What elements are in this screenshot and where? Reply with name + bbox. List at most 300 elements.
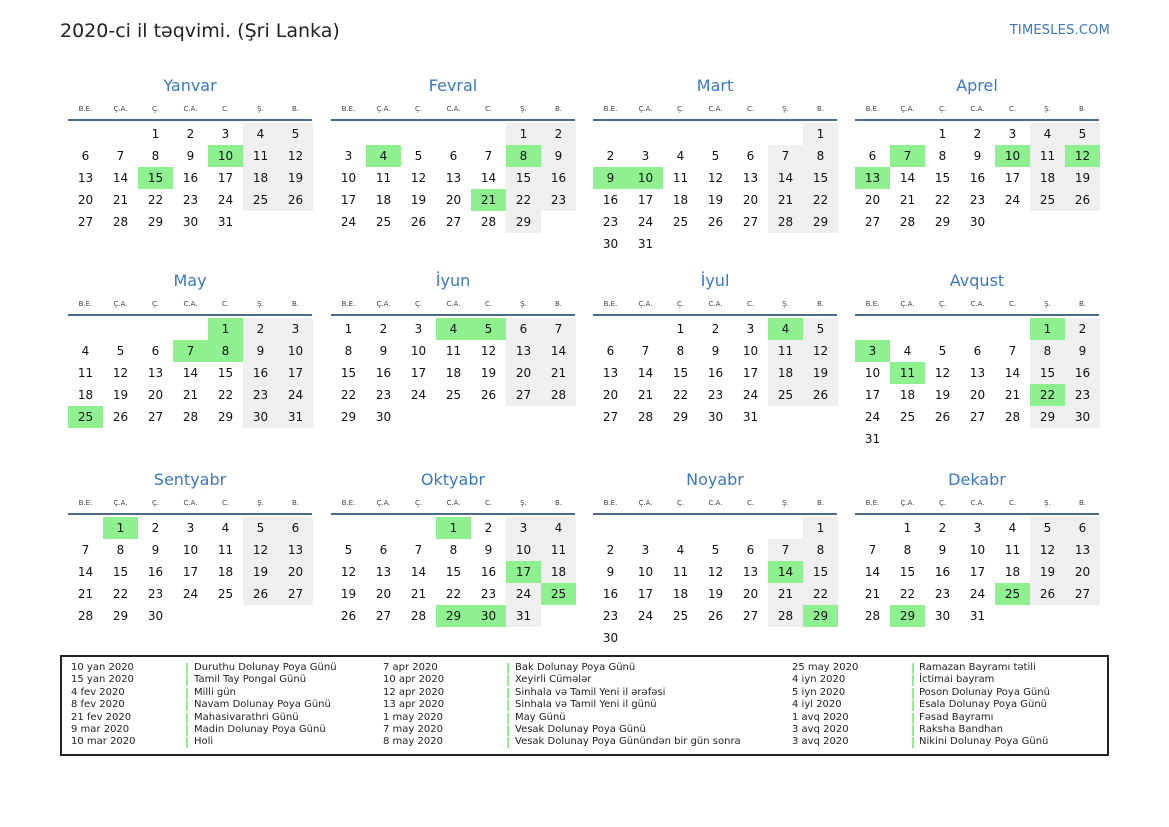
day-cell[interactable]: 3: [641, 543, 650, 557]
day-cell[interactable]: 16: [147, 565, 164, 579]
day-cell[interactable]: 1: [803, 517, 838, 539]
holiday-day-cell[interactable]: 4: [768, 318, 803, 340]
day-cell[interactable]: 23: [934, 587, 951, 601]
day-cell[interactable]: 3: [506, 517, 541, 539]
day-cell[interactable]: 7: [541, 318, 576, 340]
day-cell[interactable]: 2: [186, 127, 195, 141]
day-cell[interactable]: 9: [243, 340, 278, 362]
day-cell[interactable]: 9: [711, 344, 720, 358]
day-cell[interactable]: 15: [803, 167, 838, 189]
day-cell[interactable]: 23: [602, 215, 619, 229]
day-cell[interactable]: 24: [864, 410, 881, 424]
day-cell[interactable]: 14: [410, 565, 427, 579]
day-cell[interactable]: 20: [1065, 561, 1100, 583]
day-cell[interactable]: 13: [77, 171, 94, 185]
day-cell[interactable]: 30: [147, 609, 164, 623]
day-cell[interactable]: 31: [217, 215, 234, 229]
day-cell[interactable]: 22: [340, 388, 357, 402]
day-cell[interactable]: 25: [672, 609, 689, 623]
day-cell[interactable]: 13: [1065, 539, 1100, 561]
day-cell[interactable]: 12: [410, 171, 427, 185]
day-cell[interactable]: 24: [637, 609, 654, 623]
day-cell[interactable]: 16: [541, 167, 576, 189]
day-cell[interactable]: 16: [707, 366, 724, 380]
day-cell[interactable]: 8: [803, 145, 838, 167]
day-cell[interactable]: 30: [934, 609, 951, 623]
day-cell[interactable]: 14: [768, 167, 803, 189]
day-cell[interactable]: 4: [243, 123, 278, 145]
day-cell[interactable]: 13: [506, 340, 541, 362]
site-brand-link[interactable]: TIMESLES.COM: [1009, 23, 1110, 38]
holiday-day-cell[interactable]: 10: [208, 145, 243, 167]
day-cell[interactable]: 12: [803, 340, 838, 362]
day-cell[interactable]: 27: [742, 215, 759, 229]
day-cell[interactable]: 15: [934, 171, 951, 185]
holiday-day-cell[interactable]: 25: [541, 583, 576, 605]
day-cell[interactable]: 31: [278, 406, 313, 428]
holiday-day-cell[interactable]: 13: [855, 167, 890, 189]
day-cell[interactable]: 7: [414, 543, 423, 557]
day-cell[interactable]: 1: [344, 322, 353, 336]
day-cell[interactable]: 27: [1065, 583, 1100, 605]
day-cell[interactable]: 19: [1030, 561, 1065, 583]
day-cell[interactable]: 30: [707, 410, 724, 424]
day-cell[interactable]: 10: [969, 543, 986, 557]
day-cell[interactable]: 27: [445, 215, 462, 229]
day-cell[interactable]: 20: [969, 388, 986, 402]
day-cell[interactable]: 10: [410, 344, 427, 358]
day-cell[interactable]: 11: [445, 344, 462, 358]
day-cell[interactable]: 2: [541, 123, 576, 145]
day-cell[interactable]: 28: [182, 410, 199, 424]
day-cell[interactable]: 9: [379, 344, 388, 358]
day-cell[interactable]: 29: [934, 215, 951, 229]
day-cell[interactable]: 16: [1065, 362, 1100, 384]
holiday-day-cell[interactable]: 9: [593, 167, 628, 189]
day-cell[interactable]: 15: [506, 167, 541, 189]
day-cell[interactable]: 12: [112, 366, 129, 380]
day-cell[interactable]: 31: [864, 432, 881, 446]
day-cell[interactable]: 10: [742, 344, 759, 358]
day-cell[interactable]: 25: [375, 215, 392, 229]
day-cell[interactable]: 13: [147, 366, 164, 380]
holiday-day-cell[interactable]: 5: [471, 318, 506, 340]
day-cell[interactable]: 27: [602, 410, 619, 424]
day-cell[interactable]: 2: [711, 322, 720, 336]
day-cell[interactable]: 20: [147, 388, 164, 402]
day-cell[interactable]: 20: [602, 388, 619, 402]
holiday-day-cell[interactable]: 10: [995, 145, 1030, 167]
day-cell[interactable]: 21: [77, 587, 94, 601]
day-cell[interactable]: 27: [864, 215, 881, 229]
day-cell[interactable]: 8: [344, 344, 353, 358]
day-cell[interactable]: 14: [77, 565, 94, 579]
day-cell[interactable]: 28: [864, 609, 881, 623]
day-cell[interactable]: 25: [1030, 189, 1065, 211]
day-cell[interactable]: 11: [243, 145, 278, 167]
day-cell[interactable]: 7: [484, 149, 493, 163]
day-cell[interactable]: 8: [116, 543, 125, 557]
day-cell[interactable]: 20: [445, 193, 462, 207]
day-cell[interactable]: 20: [375, 587, 392, 601]
day-cell[interactable]: 3: [414, 322, 423, 336]
day-cell[interactable]: 28: [768, 605, 803, 627]
day-cell[interactable]: 28: [637, 410, 654, 424]
day-cell[interactable]: 23: [602, 609, 619, 623]
day-cell[interactable]: 21: [768, 583, 803, 605]
day-cell[interactable]: 2: [606, 543, 615, 557]
day-cell[interactable]: 19: [803, 362, 838, 384]
holiday-day-cell[interactable]: 25: [68, 406, 103, 428]
day-cell[interactable]: 22: [899, 587, 916, 601]
day-cell[interactable]: 20: [742, 587, 759, 601]
day-cell[interactable]: 14: [182, 366, 199, 380]
day-cell[interactable]: 18: [1030, 167, 1065, 189]
holiday-day-cell[interactable]: 29: [890, 605, 925, 627]
day-cell[interactable]: 27: [375, 609, 392, 623]
day-cell[interactable]: 15: [112, 565, 129, 579]
day-cell[interactable]: 16: [375, 366, 392, 380]
day-cell[interactable]: 28: [1004, 410, 1021, 424]
day-cell[interactable]: 24: [637, 215, 654, 229]
day-cell[interactable]: 20: [864, 193, 881, 207]
day-cell[interactable]: 1: [938, 127, 947, 141]
day-cell[interactable]: 26: [112, 410, 129, 424]
holiday-day-cell[interactable]: 3: [855, 340, 890, 362]
day-cell[interactable]: 23: [147, 587, 164, 601]
holiday-day-cell[interactable]: 11: [890, 362, 925, 384]
day-cell[interactable]: 29: [340, 410, 357, 424]
day-cell[interactable]: 11: [672, 565, 689, 579]
day-cell[interactable]: 12: [707, 171, 724, 185]
day-cell[interactable]: 17: [742, 366, 759, 380]
day-cell[interactable]: 9: [541, 145, 576, 167]
day-cell[interactable]: 3: [973, 521, 982, 535]
day-cell[interactable]: 27: [969, 410, 986, 424]
day-cell[interactable]: 16: [243, 362, 278, 384]
day-cell[interactable]: 9: [606, 565, 615, 579]
day-cell[interactable]: 23: [541, 189, 576, 211]
holiday-day-cell[interactable]: 14: [768, 561, 803, 583]
day-cell[interactable]: 1: [506, 123, 541, 145]
day-cell[interactable]: 9: [1065, 340, 1100, 362]
day-cell[interactable]: 4: [221, 521, 230, 535]
day-cell[interactable]: 5: [278, 123, 313, 145]
day-cell[interactable]: 12: [340, 565, 357, 579]
day-cell[interactable]: 15: [672, 366, 689, 380]
day-cell[interactable]: 8: [903, 543, 912, 557]
day-cell[interactable]: 28: [480, 215, 497, 229]
day-cell[interactable]: 29: [217, 410, 234, 424]
day-cell[interactable]: 8: [449, 543, 458, 557]
day-cell[interactable]: 19: [112, 388, 129, 402]
day-cell[interactable]: 22: [147, 193, 164, 207]
day-cell[interactable]: 23: [480, 587, 497, 601]
day-cell[interactable]: 8: [1030, 340, 1065, 362]
day-cell[interactable]: 16: [182, 171, 199, 185]
day-cell[interactable]: 5: [414, 149, 423, 163]
day-cell[interactable]: 3: [186, 521, 195, 535]
day-cell[interactable]: 13: [375, 565, 392, 579]
day-cell[interactable]: 23: [707, 388, 724, 402]
day-cell[interactable]: 20: [77, 193, 94, 207]
day-cell[interactable]: 11: [217, 543, 234, 557]
day-cell[interactable]: 26: [707, 609, 724, 623]
day-cell[interactable]: 25: [672, 215, 689, 229]
day-cell[interactable]: 24: [217, 193, 234, 207]
holiday-day-cell[interactable]: 4: [366, 145, 401, 167]
day-cell[interactable]: 4: [541, 517, 576, 539]
day-cell[interactable]: 6: [606, 344, 615, 358]
day-cell[interactable]: 24: [1004, 193, 1021, 207]
day-cell[interactable]: 28: [899, 215, 916, 229]
day-cell[interactable]: 21: [410, 587, 427, 601]
day-cell[interactable]: 27: [278, 583, 313, 605]
day-cell[interactable]: 5: [803, 318, 838, 340]
day-cell[interactable]: 26: [278, 189, 313, 211]
day-cell[interactable]: 4: [676, 149, 685, 163]
day-cell[interactable]: 29: [506, 211, 541, 233]
day-cell[interactable]: 14: [864, 565, 881, 579]
day-cell[interactable]: 6: [868, 149, 877, 163]
holiday-day-cell[interactable]: 1: [1030, 318, 1065, 340]
day-cell[interactable]: 23: [243, 384, 278, 406]
day-cell[interactable]: 1: [803, 123, 838, 145]
day-cell[interactable]: 26: [707, 215, 724, 229]
day-cell[interactable]: 6: [1065, 517, 1100, 539]
day-cell[interactable]: 1: [676, 322, 685, 336]
day-cell[interactable]: 27: [77, 215, 94, 229]
day-cell[interactable]: 19: [243, 561, 278, 583]
day-cell[interactable]: 18: [541, 561, 576, 583]
day-cell[interactable]: 31: [506, 605, 541, 627]
day-cell[interactable]: 6: [81, 149, 90, 163]
day-cell[interactable]: 22: [217, 388, 234, 402]
day-cell[interactable]: 31: [637, 237, 654, 251]
day-cell[interactable]: 5: [711, 149, 720, 163]
day-cell[interactable]: 10: [340, 171, 357, 185]
day-cell[interactable]: 17: [340, 193, 357, 207]
day-cell[interactable]: 7: [116, 149, 125, 163]
day-cell[interactable]: 19: [278, 167, 313, 189]
day-cell[interactable]: 6: [449, 149, 458, 163]
day-cell[interactable]: 20: [278, 561, 313, 583]
holiday-day-cell[interactable]: 10: [628, 167, 663, 189]
day-cell[interactable]: 29: [672, 410, 689, 424]
day-cell[interactable]: 4: [1030, 123, 1065, 145]
day-cell[interactable]: 20: [742, 193, 759, 207]
day-cell[interactable]: 21: [864, 587, 881, 601]
day-cell[interactable]: 9: [973, 149, 982, 163]
day-cell[interactable]: 2: [1065, 318, 1100, 340]
day-cell[interactable]: 6: [746, 543, 755, 557]
holiday-day-cell[interactable]: 4: [436, 318, 471, 340]
day-cell[interactable]: 19: [480, 366, 497, 380]
day-cell[interactable]: 27: [742, 609, 759, 623]
day-cell[interactable]: 6: [506, 318, 541, 340]
day-cell[interactable]: 12: [480, 344, 497, 358]
day-cell[interactable]: 16: [480, 565, 497, 579]
day-cell[interactable]: 30: [243, 406, 278, 428]
day-cell[interactable]: 4: [676, 543, 685, 557]
day-cell[interactable]: 28: [541, 384, 576, 406]
day-cell[interactable]: 18: [768, 362, 803, 384]
holiday-day-cell[interactable]: 17: [506, 561, 541, 583]
day-cell[interactable]: 30: [182, 215, 199, 229]
day-cell[interactable]: 8: [803, 539, 838, 561]
day-cell[interactable]: 21: [768, 189, 803, 211]
day-cell[interactable]: 5: [116, 344, 125, 358]
day-cell[interactable]: 22: [112, 587, 129, 601]
day-cell[interactable]: 11: [768, 340, 803, 362]
day-cell[interactable]: 24: [410, 388, 427, 402]
day-cell[interactable]: 1: [903, 521, 912, 535]
day-cell[interactable]: 18: [672, 193, 689, 207]
day-cell[interactable]: 2: [606, 149, 615, 163]
day-cell[interactable]: 2: [973, 127, 982, 141]
day-cell[interactable]: 18: [445, 366, 462, 380]
day-cell[interactable]: 26: [1065, 189, 1100, 211]
day-cell[interactable]: 3: [746, 322, 755, 336]
day-cell[interactable]: 23: [969, 193, 986, 207]
day-cell[interactable]: 21: [541, 362, 576, 384]
day-cell[interactable]: 11: [1004, 543, 1021, 557]
day-cell[interactable]: 15: [340, 366, 357, 380]
day-cell[interactable]: 7: [768, 539, 803, 561]
day-cell[interactable]: 19: [707, 193, 724, 207]
day-cell[interactable]: 18: [375, 193, 392, 207]
day-cell[interactable]: 17: [864, 388, 881, 402]
day-cell[interactable]: 21: [899, 193, 916, 207]
day-cell[interactable]: 7: [768, 145, 803, 167]
day-cell[interactable]: 18: [1004, 565, 1021, 579]
day-cell[interactable]: 4: [903, 344, 912, 358]
holiday-day-cell[interactable]: 7: [890, 145, 925, 167]
day-cell[interactable]: 5: [1030, 517, 1065, 539]
day-cell[interactable]: 30: [969, 215, 986, 229]
day-cell[interactable]: 11: [375, 171, 392, 185]
day-cell[interactable]: 24: [506, 583, 541, 605]
day-cell[interactable]: 10: [278, 340, 313, 362]
day-cell[interactable]: 30: [602, 237, 619, 251]
holiday-day-cell[interactable]: 1: [103, 517, 138, 539]
day-cell[interactable]: 24: [340, 215, 357, 229]
holiday-day-cell[interactable]: 1: [436, 517, 471, 539]
day-cell[interactable]: 12: [278, 145, 313, 167]
day-cell[interactable]: 3: [278, 318, 313, 340]
day-cell[interactable]: 2: [243, 318, 278, 340]
day-cell[interactable]: 19: [410, 193, 427, 207]
day-cell[interactable]: 6: [973, 344, 982, 358]
day-cell[interactable]: 2: [151, 521, 160, 535]
day-cell[interactable]: 17: [637, 193, 654, 207]
day-cell[interactable]: 28: [112, 215, 129, 229]
day-cell[interactable]: 13: [969, 366, 986, 380]
holiday-day-cell[interactable]: 22: [1030, 384, 1065, 406]
day-cell[interactable]: 19: [1065, 167, 1100, 189]
day-cell[interactable]: 9: [151, 543, 160, 557]
day-cell[interactable]: 22: [672, 388, 689, 402]
day-cell[interactable]: 12: [707, 565, 724, 579]
day-cell[interactable]: 14: [899, 171, 916, 185]
day-cell[interactable]: 18: [899, 388, 916, 402]
holiday-day-cell[interactable]: 15: [138, 167, 173, 189]
day-cell[interactable]: 23: [1065, 384, 1100, 406]
day-cell[interactable]: 6: [278, 517, 313, 539]
day-cell[interactable]: 12: [934, 366, 951, 380]
holiday-day-cell[interactable]: 29: [436, 605, 471, 627]
day-cell[interactable]: 8: [151, 149, 160, 163]
day-cell[interactable]: 5: [938, 344, 947, 358]
day-cell[interactable]: 21: [182, 388, 199, 402]
day-cell[interactable]: 15: [899, 565, 916, 579]
day-cell[interactable]: 26: [243, 583, 278, 605]
day-cell[interactable]: 7: [81, 543, 90, 557]
day-cell[interactable]: 28: [77, 609, 94, 623]
holiday-day-cell[interactable]: 7: [173, 340, 208, 362]
day-cell[interactable]: 26: [410, 215, 427, 229]
day-cell[interactable]: 15: [445, 565, 462, 579]
day-cell[interactable]: 18: [77, 388, 94, 402]
day-cell[interactable]: 26: [340, 609, 357, 623]
day-cell[interactable]: 5: [243, 517, 278, 539]
day-cell[interactable]: 27: [147, 410, 164, 424]
day-cell[interactable]: 14: [480, 171, 497, 185]
day-cell[interactable]: 25: [445, 388, 462, 402]
day-cell[interactable]: 28: [768, 211, 803, 233]
day-cell[interactable]: 17: [217, 171, 234, 185]
day-cell[interactable]: 6: [151, 344, 160, 358]
day-cell[interactable]: 24: [278, 384, 313, 406]
day-cell[interactable]: 22: [803, 583, 838, 605]
day-cell[interactable]: 15: [217, 366, 234, 380]
day-cell[interactable]: 2: [484, 521, 493, 535]
day-cell[interactable]: 3: [641, 149, 650, 163]
day-cell[interactable]: 17: [278, 362, 313, 384]
day-cell[interactable]: 8: [938, 149, 947, 163]
day-cell[interactable]: 27: [506, 384, 541, 406]
holiday-day-cell[interactable]: 30: [471, 605, 506, 627]
day-cell[interactable]: 6: [379, 543, 388, 557]
day-cell[interactable]: 3: [1008, 127, 1017, 141]
day-cell[interactable]: 16: [934, 565, 951, 579]
day-cell[interactable]: 5: [1065, 123, 1100, 145]
day-cell[interactable]: 29: [803, 211, 838, 233]
holiday-day-cell[interactable]: 8: [208, 340, 243, 362]
day-cell[interactable]: 13: [742, 565, 759, 579]
holiday-day-cell[interactable]: 29: [803, 605, 838, 627]
day-cell[interactable]: 21: [1004, 388, 1021, 402]
day-cell[interactable]: 26: [934, 410, 951, 424]
day-cell[interactable]: 16: [969, 171, 986, 185]
day-cell[interactable]: 17: [1004, 171, 1021, 185]
day-cell[interactable]: 13: [278, 539, 313, 561]
day-cell[interactable]: 25: [768, 384, 803, 406]
day-cell[interactable]: 1: [151, 127, 160, 141]
day-cell[interactable]: 4: [1008, 521, 1017, 535]
holiday-day-cell[interactable]: 25: [995, 583, 1030, 605]
day-cell[interactable]: 22: [506, 189, 541, 211]
day-cell[interactable]: 25: [217, 587, 234, 601]
day-cell[interactable]: 7: [1008, 344, 1017, 358]
day-cell[interactable]: 15: [1030, 362, 1065, 384]
day-cell[interactable]: 17: [637, 587, 654, 601]
day-cell[interactable]: 19: [934, 388, 951, 402]
day-cell[interactable]: 30: [375, 410, 392, 424]
day-cell[interactable]: 6: [746, 149, 755, 163]
day-cell[interactable]: 30: [1065, 406, 1100, 428]
day-cell[interactable]: 13: [602, 366, 619, 380]
